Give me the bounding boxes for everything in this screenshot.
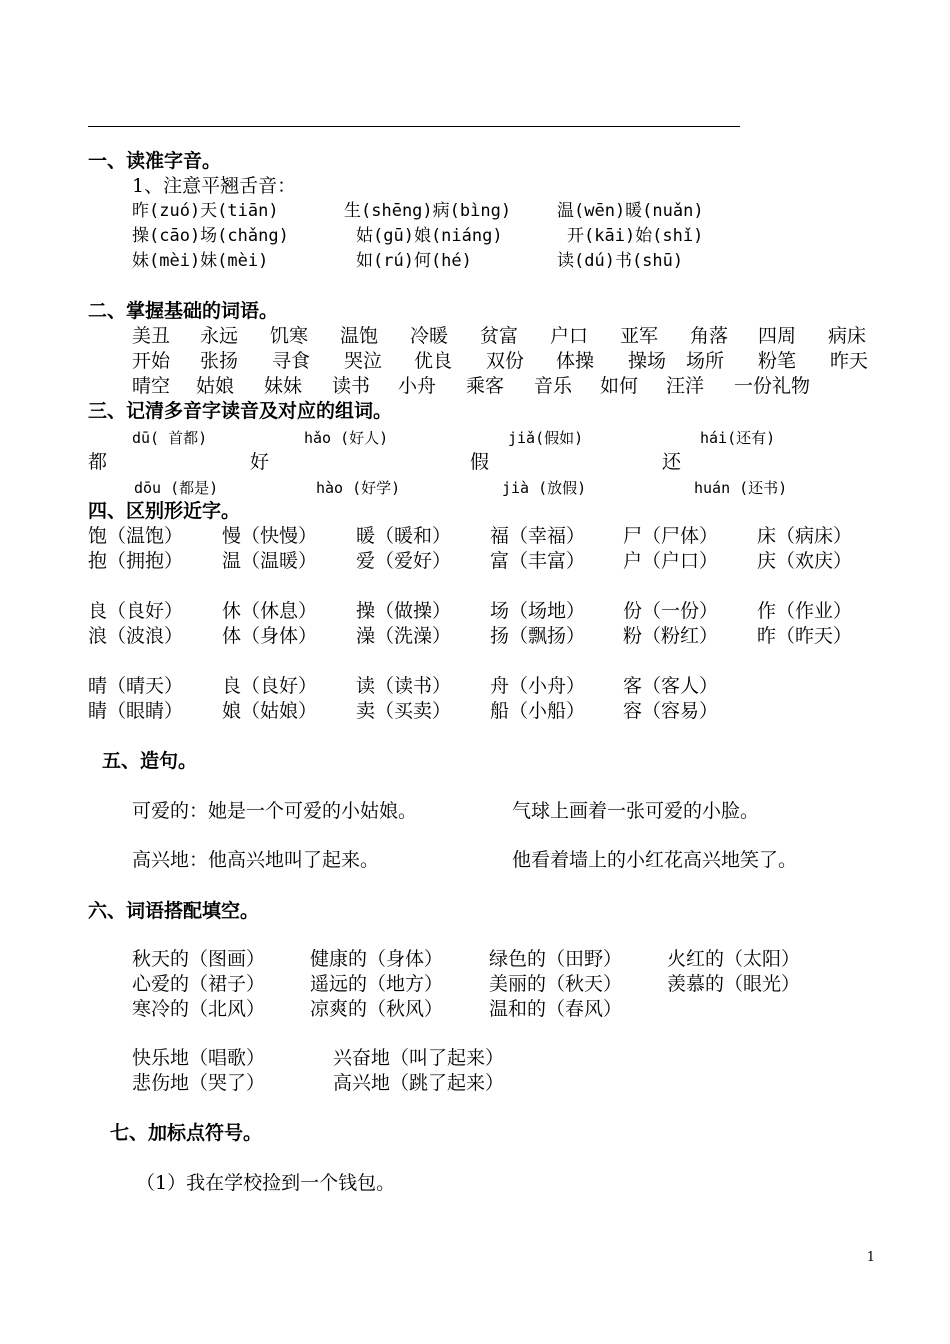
pinyin-item: 读(dú)书(shū) bbox=[557, 251, 684, 271]
sentence: 可爱的：她是一个可爱的小姑娘。 bbox=[132, 800, 418, 822]
pinyin-item: 温(wēn)暖(nuǎn) bbox=[557, 201, 704, 221]
word: 姑娘 bbox=[196, 375, 235, 397]
similar-char: 澡（洗澡） bbox=[356, 625, 452, 647]
similar-char: 晴（晴天） bbox=[88, 675, 184, 697]
word: 亚军 bbox=[620, 325, 659, 347]
reading: jià (放假) bbox=[502, 479, 587, 497]
similar-char: 娘（姑娘） bbox=[222, 700, 318, 722]
phrase: 心爱的（裙子） bbox=[132, 973, 266, 995]
reading: huán (还书) bbox=[694, 479, 788, 497]
reading: hào (好学) bbox=[316, 479, 401, 497]
top-rule bbox=[88, 126, 740, 127]
word: 操场 bbox=[628, 350, 667, 372]
phrase: 高兴地（跳了起来） bbox=[333, 1072, 505, 1094]
word: 四周 bbox=[758, 325, 797, 347]
similar-char: 舟（小舟） bbox=[490, 675, 586, 697]
similar-char: 作（作业） bbox=[757, 600, 853, 622]
reading: hái(还有) bbox=[700, 429, 776, 447]
word: 体操 bbox=[556, 350, 595, 372]
similar-char: 船（小船） bbox=[490, 700, 586, 722]
word: 户口 bbox=[550, 325, 589, 347]
similar-char: 爱（爱好） bbox=[356, 550, 452, 572]
pinyin-item: 如(rú)何(hé) bbox=[356, 251, 472, 271]
similar-char: 操（做操） bbox=[356, 600, 452, 622]
word: 张扬 bbox=[200, 350, 239, 372]
similar-char: 福（幸福） bbox=[490, 525, 586, 547]
reading: hǎo (好人) bbox=[304, 429, 389, 447]
section-7-title: 七、加标点符号。 bbox=[110, 1122, 263, 1144]
pinyin-item: 妹(mèi)妹(mèi) bbox=[132, 251, 269, 271]
sentence: 他看着墙上的小红花高兴地笑了。 bbox=[512, 849, 798, 871]
similar-char: 昨（昨天） bbox=[757, 625, 853, 647]
similar-char: 良（良好） bbox=[222, 675, 318, 697]
phrase: 凉爽的（秋风） bbox=[310, 998, 444, 1020]
similar-char: 饱（温饱） bbox=[88, 525, 184, 547]
phrase: 寒冷的（北风） bbox=[132, 998, 266, 1020]
word: 冷暖 bbox=[410, 325, 449, 347]
similar-char: 份（一份） bbox=[623, 600, 719, 622]
section-6-title: 六、词语搭配填空。 bbox=[88, 900, 260, 922]
polyphone-char: 好 bbox=[250, 451, 270, 473]
similar-char: 抱（拥抱） bbox=[88, 550, 184, 572]
word: 妹妹 bbox=[264, 375, 303, 397]
word: 乘客 bbox=[466, 375, 505, 397]
word: 角落 bbox=[690, 325, 729, 347]
similar-char: 读（读书） bbox=[356, 675, 452, 697]
word: 优良 bbox=[414, 350, 453, 372]
reading: dū( 首都) bbox=[132, 429, 208, 447]
similar-char: 良（良好） bbox=[88, 600, 184, 622]
polyphone-char: 还 bbox=[662, 451, 682, 473]
word: 温饱 bbox=[340, 325, 379, 347]
word: 汪洋 bbox=[666, 375, 705, 397]
phrase: 健康的（身体） bbox=[310, 948, 444, 970]
pinyin-item: 生(shēng)病(bìng) bbox=[344, 201, 512, 221]
word: 小舟 bbox=[398, 375, 437, 397]
punctuation-item: （1）我在学校捡到一个钱包。 bbox=[136, 1172, 396, 1194]
polyphone-char: 都 bbox=[88, 451, 108, 473]
word: 永远 bbox=[200, 325, 239, 347]
reading: dōu (都是) bbox=[134, 479, 219, 497]
word: 读书 bbox=[332, 375, 371, 397]
word: 病床 bbox=[828, 325, 867, 347]
similar-char: 尸（尸体） bbox=[623, 525, 719, 547]
word: 饥寒 bbox=[270, 325, 309, 347]
phrase: 遥远的（地方） bbox=[310, 973, 444, 995]
word: 音乐 bbox=[534, 375, 573, 397]
section-2-title: 二、掌握基础的词语。 bbox=[88, 300, 279, 322]
section-3-title: 三、记清多音字读音及对应的组词。 bbox=[88, 400, 393, 422]
section-1-title: 一、读准字音。 bbox=[88, 150, 222, 172]
similar-char: 客（客人） bbox=[623, 675, 719, 697]
similar-char: 富（丰富） bbox=[490, 550, 586, 572]
sentence: 气球上画着一张可爱的小脸。 bbox=[512, 800, 760, 822]
word: 晴空 bbox=[132, 375, 171, 397]
similar-char: 扬（飘扬） bbox=[490, 625, 586, 647]
phrase: 绿色的（田野） bbox=[489, 948, 623, 970]
similar-char: 睛（眼睛） bbox=[88, 700, 184, 722]
pinyin-item: 昨(zuó)天(tiān) bbox=[132, 201, 279, 221]
similar-char: 户（户口） bbox=[623, 550, 719, 572]
phrase: 美丽的（秋天） bbox=[489, 973, 623, 995]
section-4-title: 四、区别形近字。 bbox=[88, 500, 241, 522]
phrase: 火红的（太阳） bbox=[667, 948, 801, 970]
phrase: 秋天的（图画） bbox=[132, 948, 266, 970]
word: 昨天 bbox=[830, 350, 869, 372]
similar-char: 温（温暖） bbox=[222, 550, 318, 572]
word: 粉笔 bbox=[758, 350, 797, 372]
word: 贫富 bbox=[480, 325, 519, 347]
similar-char: 慢（快慢） bbox=[222, 525, 318, 547]
similar-char: 休（休息） bbox=[222, 600, 318, 622]
word: 一份礼物 bbox=[734, 375, 811, 397]
word: 哭泣 bbox=[344, 350, 383, 372]
word: 场所 bbox=[686, 350, 725, 372]
word: 双份 bbox=[486, 350, 525, 372]
pinyin-item: 姑(gū)娘(niáng) bbox=[356, 226, 503, 246]
pinyin-item: 开(kāi)始(shǐ) bbox=[567, 226, 704, 246]
similar-char: 粉（粉红） bbox=[623, 625, 719, 647]
sentence: 高兴地：他高兴地叫了起来。 bbox=[132, 849, 380, 871]
similar-char: 暖（暖和） bbox=[356, 525, 452, 547]
section-5-title: 五、造句。 bbox=[102, 750, 198, 772]
section-1-subtitle: 1、注意平翘舌音： bbox=[132, 175, 297, 197]
similar-char: 床（病床） bbox=[757, 525, 853, 547]
similar-char: 容（容易） bbox=[623, 700, 719, 722]
similar-char: 场（场地） bbox=[490, 600, 586, 622]
phrase: 温和的（春风） bbox=[489, 998, 623, 1020]
page-number: 1 bbox=[866, 1250, 875, 1265]
polyphone-char: 假 bbox=[470, 451, 490, 473]
phrase: 快乐地（唱歌） bbox=[132, 1047, 266, 1069]
phrase: 悲伤地（哭了） bbox=[132, 1072, 266, 1094]
similar-char: 庆（欢庆） bbox=[757, 550, 853, 572]
similar-char: 卖（买卖） bbox=[356, 700, 452, 722]
word: 开始 bbox=[132, 350, 171, 372]
similar-char: 浪（波浪） bbox=[88, 625, 184, 647]
word: 寻食 bbox=[272, 350, 311, 372]
phrase: 兴奋地（叫了起来） bbox=[333, 1047, 505, 1069]
similar-char: 体（身体） bbox=[222, 625, 318, 647]
reading: jiǎ(假如) bbox=[508, 429, 584, 447]
phrase: 羡慕的（眼光） bbox=[667, 973, 801, 995]
word: 美丑 bbox=[132, 325, 171, 347]
word: 如何 bbox=[600, 375, 639, 397]
pinyin-item: 操(cāo)场(chǎng) bbox=[132, 226, 289, 246]
